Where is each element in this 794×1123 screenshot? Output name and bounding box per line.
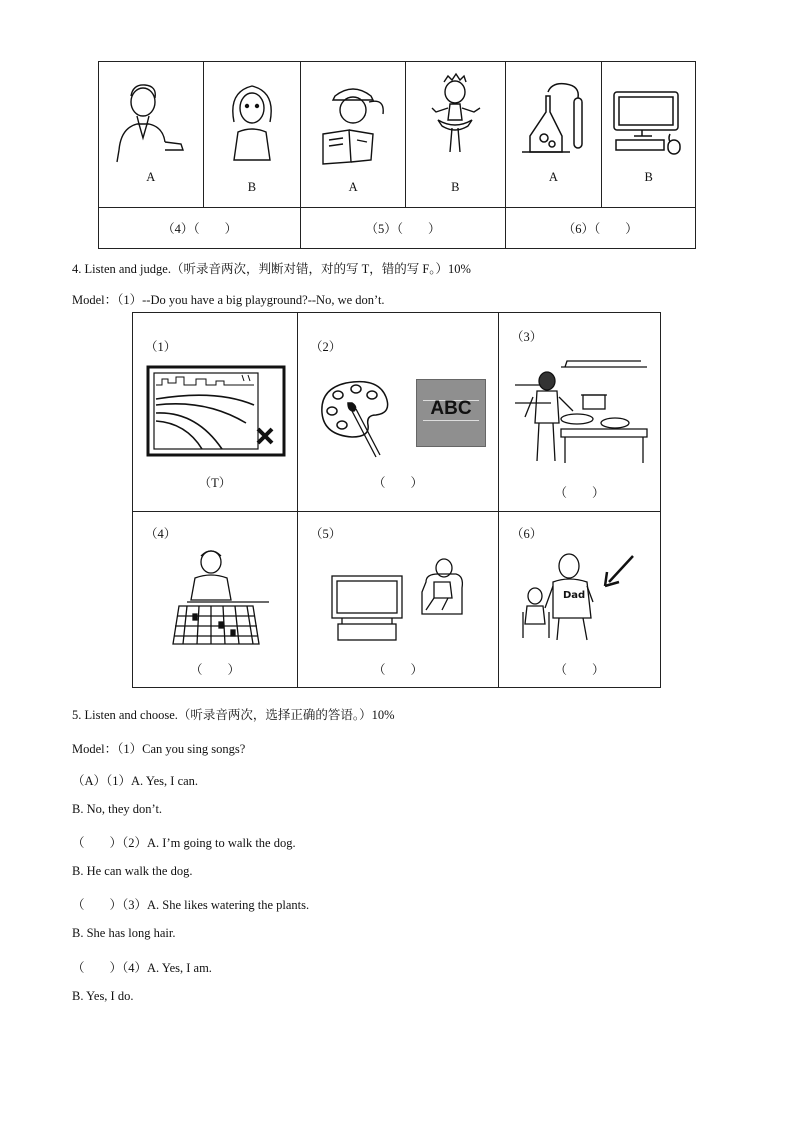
abc-text: ABC: [430, 398, 472, 419]
chess-player-icon: [159, 544, 279, 654]
judge-cell-3: [499, 313, 661, 512]
judge-cell-2: [298, 313, 499, 512]
answer-blank-6[interactable]: （6）（ ）: [505, 208, 695, 249]
watching-tv-icon: [330, 552, 470, 642]
listen-judge-table: [132, 312, 661, 688]
option-letter: B: [644, 170, 653, 184]
abc-card: [416, 379, 486, 447]
judge-cell-1: [133, 313, 298, 512]
judge-answer[interactable]: （ ）: [554, 486, 605, 500]
cell-computer: [602, 62, 696, 208]
question-line[interactable]: （ ）（2）A. I’m going to walk the dog.: [72, 836, 296, 850]
playground-icon: [146, 365, 286, 457]
option-letter: A: [548, 170, 558, 184]
item-number: （5）: [310, 527, 342, 541]
question-line: B. He can walk the dog.: [72, 864, 193, 878]
paint-palette-icon: [312, 373, 402, 463]
ballet-dancer-icon: [406, 68, 505, 178]
judge-answer[interactable]: （ ）: [554, 663, 605, 677]
option-letter: A: [146, 170, 156, 184]
cell-ballet-girl: [405, 62, 505, 208]
judge-answer[interactable]: （ ）: [189, 663, 240, 677]
item-number: （6）: [511, 527, 543, 541]
section5-model: Model：（1）Can you sing songs?: [72, 742, 246, 756]
question-line: B. Yes, I do.: [72, 989, 134, 1003]
judge-cell-5: [298, 512, 499, 688]
item-number: （3）: [511, 330, 543, 344]
option-letter: B: [451, 180, 460, 194]
question-line[interactable]: （ ）（4）A. Yes, I am.: [72, 961, 212, 975]
cell-lab-equipment: [505, 62, 602, 208]
answer-blank-5[interactable]: （5）（ ）: [301, 208, 505, 249]
judge-cell-6: [499, 512, 661, 688]
girl-reading-icon: [301, 74, 405, 174]
cooking-woman-icon: [511, 357, 651, 467]
section4-model: Model：（1）--Do you have a big playground?--No, we don’t.: [72, 293, 385, 307]
item-number: （4）: [145, 527, 177, 541]
item-number: （2）: [310, 340, 342, 354]
judge-answer[interactable]: （ ）: [372, 663, 423, 677]
cell-girl-reading: [301, 62, 406, 208]
section5-title: 5. Listen and choose.（听录音两次，选择正确的答语。）10%: [72, 708, 395, 722]
question-line: （A）（1）A. Yes, I can.: [72, 774, 199, 788]
dad-and-child-icon: [513, 552, 653, 642]
judge-answer[interactable]: （ ）: [372, 476, 423, 490]
option-letter: A: [348, 180, 358, 194]
question-line: B. She has long hair.: [72, 926, 176, 940]
woman-icon: [204, 72, 301, 172]
picture-choice-table: [98, 61, 696, 249]
section4-title: 4. Listen and judge.（听录音两次，判断对错，对的写 T，错的写 F。）10%: [72, 262, 471, 276]
judge-answer[interactable]: （T）: [198, 476, 232, 490]
computer-icon: [602, 82, 695, 182]
cell-man: [99, 62, 204, 208]
man-pointing-icon: [99, 72, 203, 172]
cell-woman: [203, 62, 301, 208]
flask-test-tube-icon: [506, 72, 602, 172]
option-letter: B: [247, 180, 257, 194]
question-line: B. No, they don’t.: [72, 802, 163, 816]
item-number: （1）: [145, 340, 177, 354]
judge-cell-4: [133, 512, 298, 688]
dad-shirt-text: Dad: [563, 590, 586, 601]
question-line[interactable]: （ ）（3）A. She likes watering the plants.: [72, 898, 310, 912]
answer-blank-4[interactable]: （4）（ ）: [99, 208, 301, 249]
